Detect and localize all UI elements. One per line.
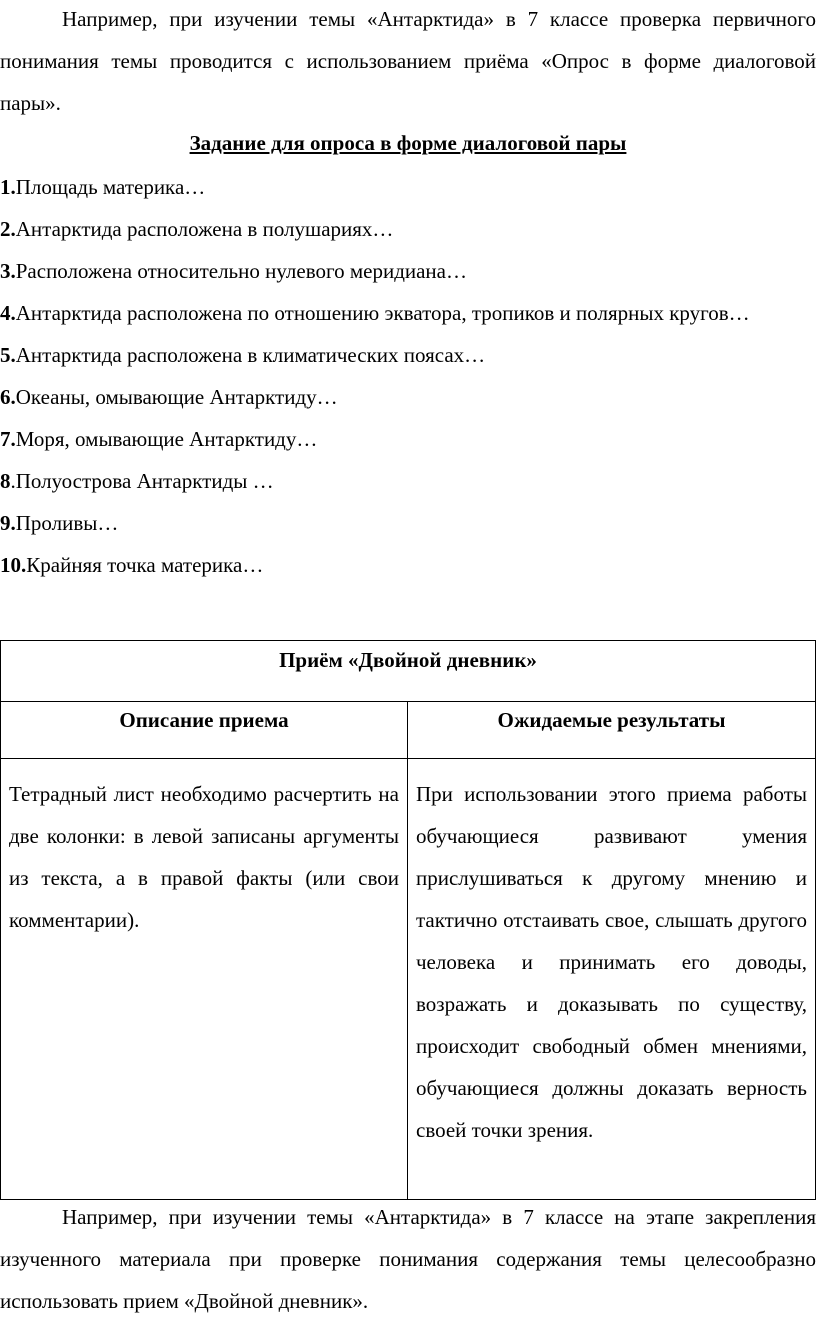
question-item xyxy=(0,166,816,208)
question-text: Крайняя точка материка… xyxy=(26,553,264,577)
table-cell-description: Тетрадный лист необходимо расчертить на две колонки: в левой записаны аргументы из текста, а в правой факты (или свои комментарии). xyxy=(1,759,408,1199)
question-text: Антарктида расположена в полушариях… xyxy=(15,217,394,241)
question-text: Проливы… xyxy=(15,511,119,535)
question-text: Антарктида расположена в климатических поясах… xyxy=(15,343,486,367)
table-title: Приём «Двойной дневник» xyxy=(1,641,815,702)
question-number: 3. xyxy=(0,259,16,283)
intro-paragraph: Например, при изучении темы «Антарктида» в 7 классе проверка первичного понимания темы проводится с использованием приёма «Опрос в форме диалоговой пары». xyxy=(0,7,816,115)
question-number: 6. xyxy=(0,385,16,409)
question-item xyxy=(0,544,816,586)
question-text: Океаны, омывающие Антарктиду… xyxy=(15,385,338,409)
question-number: 8 xyxy=(0,469,11,493)
question-number: 4. xyxy=(0,301,16,325)
question-item xyxy=(0,250,816,292)
question-number: 7. xyxy=(0,427,16,451)
double-diary-table xyxy=(0,640,816,1200)
task-title: Задание для опроса в форме диалоговой пары xyxy=(189,131,627,155)
question-text: Расположена относительно нулевого меридиана… xyxy=(15,259,467,283)
question-number: 2. xyxy=(0,217,16,241)
question-item xyxy=(0,334,816,376)
question-text: Площадь материка… xyxy=(15,175,206,199)
question-list xyxy=(0,166,816,586)
question-item xyxy=(0,292,816,334)
question-item xyxy=(0,208,816,250)
question-number: 1. xyxy=(0,175,16,199)
question-number: 5. xyxy=(0,343,16,367)
question-text: Моря, омывающие Антарктиду… xyxy=(15,427,318,451)
closing-paragraph: Например, при изучении темы «Антарктида» в 7 классе на этапе закрепления изученного материала при проверке понимания содержания темы целесообразно использовать прием «Двойной дневник». xyxy=(0,1205,816,1313)
question-item xyxy=(0,418,816,460)
table-header-description: Описание приема xyxy=(1,701,408,759)
question-text: .Полуострова Антарктиды … xyxy=(10,469,274,493)
question-number: 10. xyxy=(0,553,27,577)
table-cell-results: При использовании этого приема работы обучающиеся развивают умения прислушиваться к другому мнению и тактично отстаивать свое, слышать другого человека и принимать его доводы, возражать и доказывать по существу, происходит свободный обмен мнениями, обучающиеся должны доказать верность своей точки зрения. xyxy=(416,782,807,1142)
question-item xyxy=(0,502,816,544)
table-header-results: Ожидаемые результаты xyxy=(408,701,815,759)
question-item xyxy=(0,376,816,418)
question-number: 9. xyxy=(0,511,16,535)
question-text: Антарктида расположена по отношению экватора, тропиков и полярных кругов… xyxy=(15,301,750,325)
question-item xyxy=(0,460,816,502)
